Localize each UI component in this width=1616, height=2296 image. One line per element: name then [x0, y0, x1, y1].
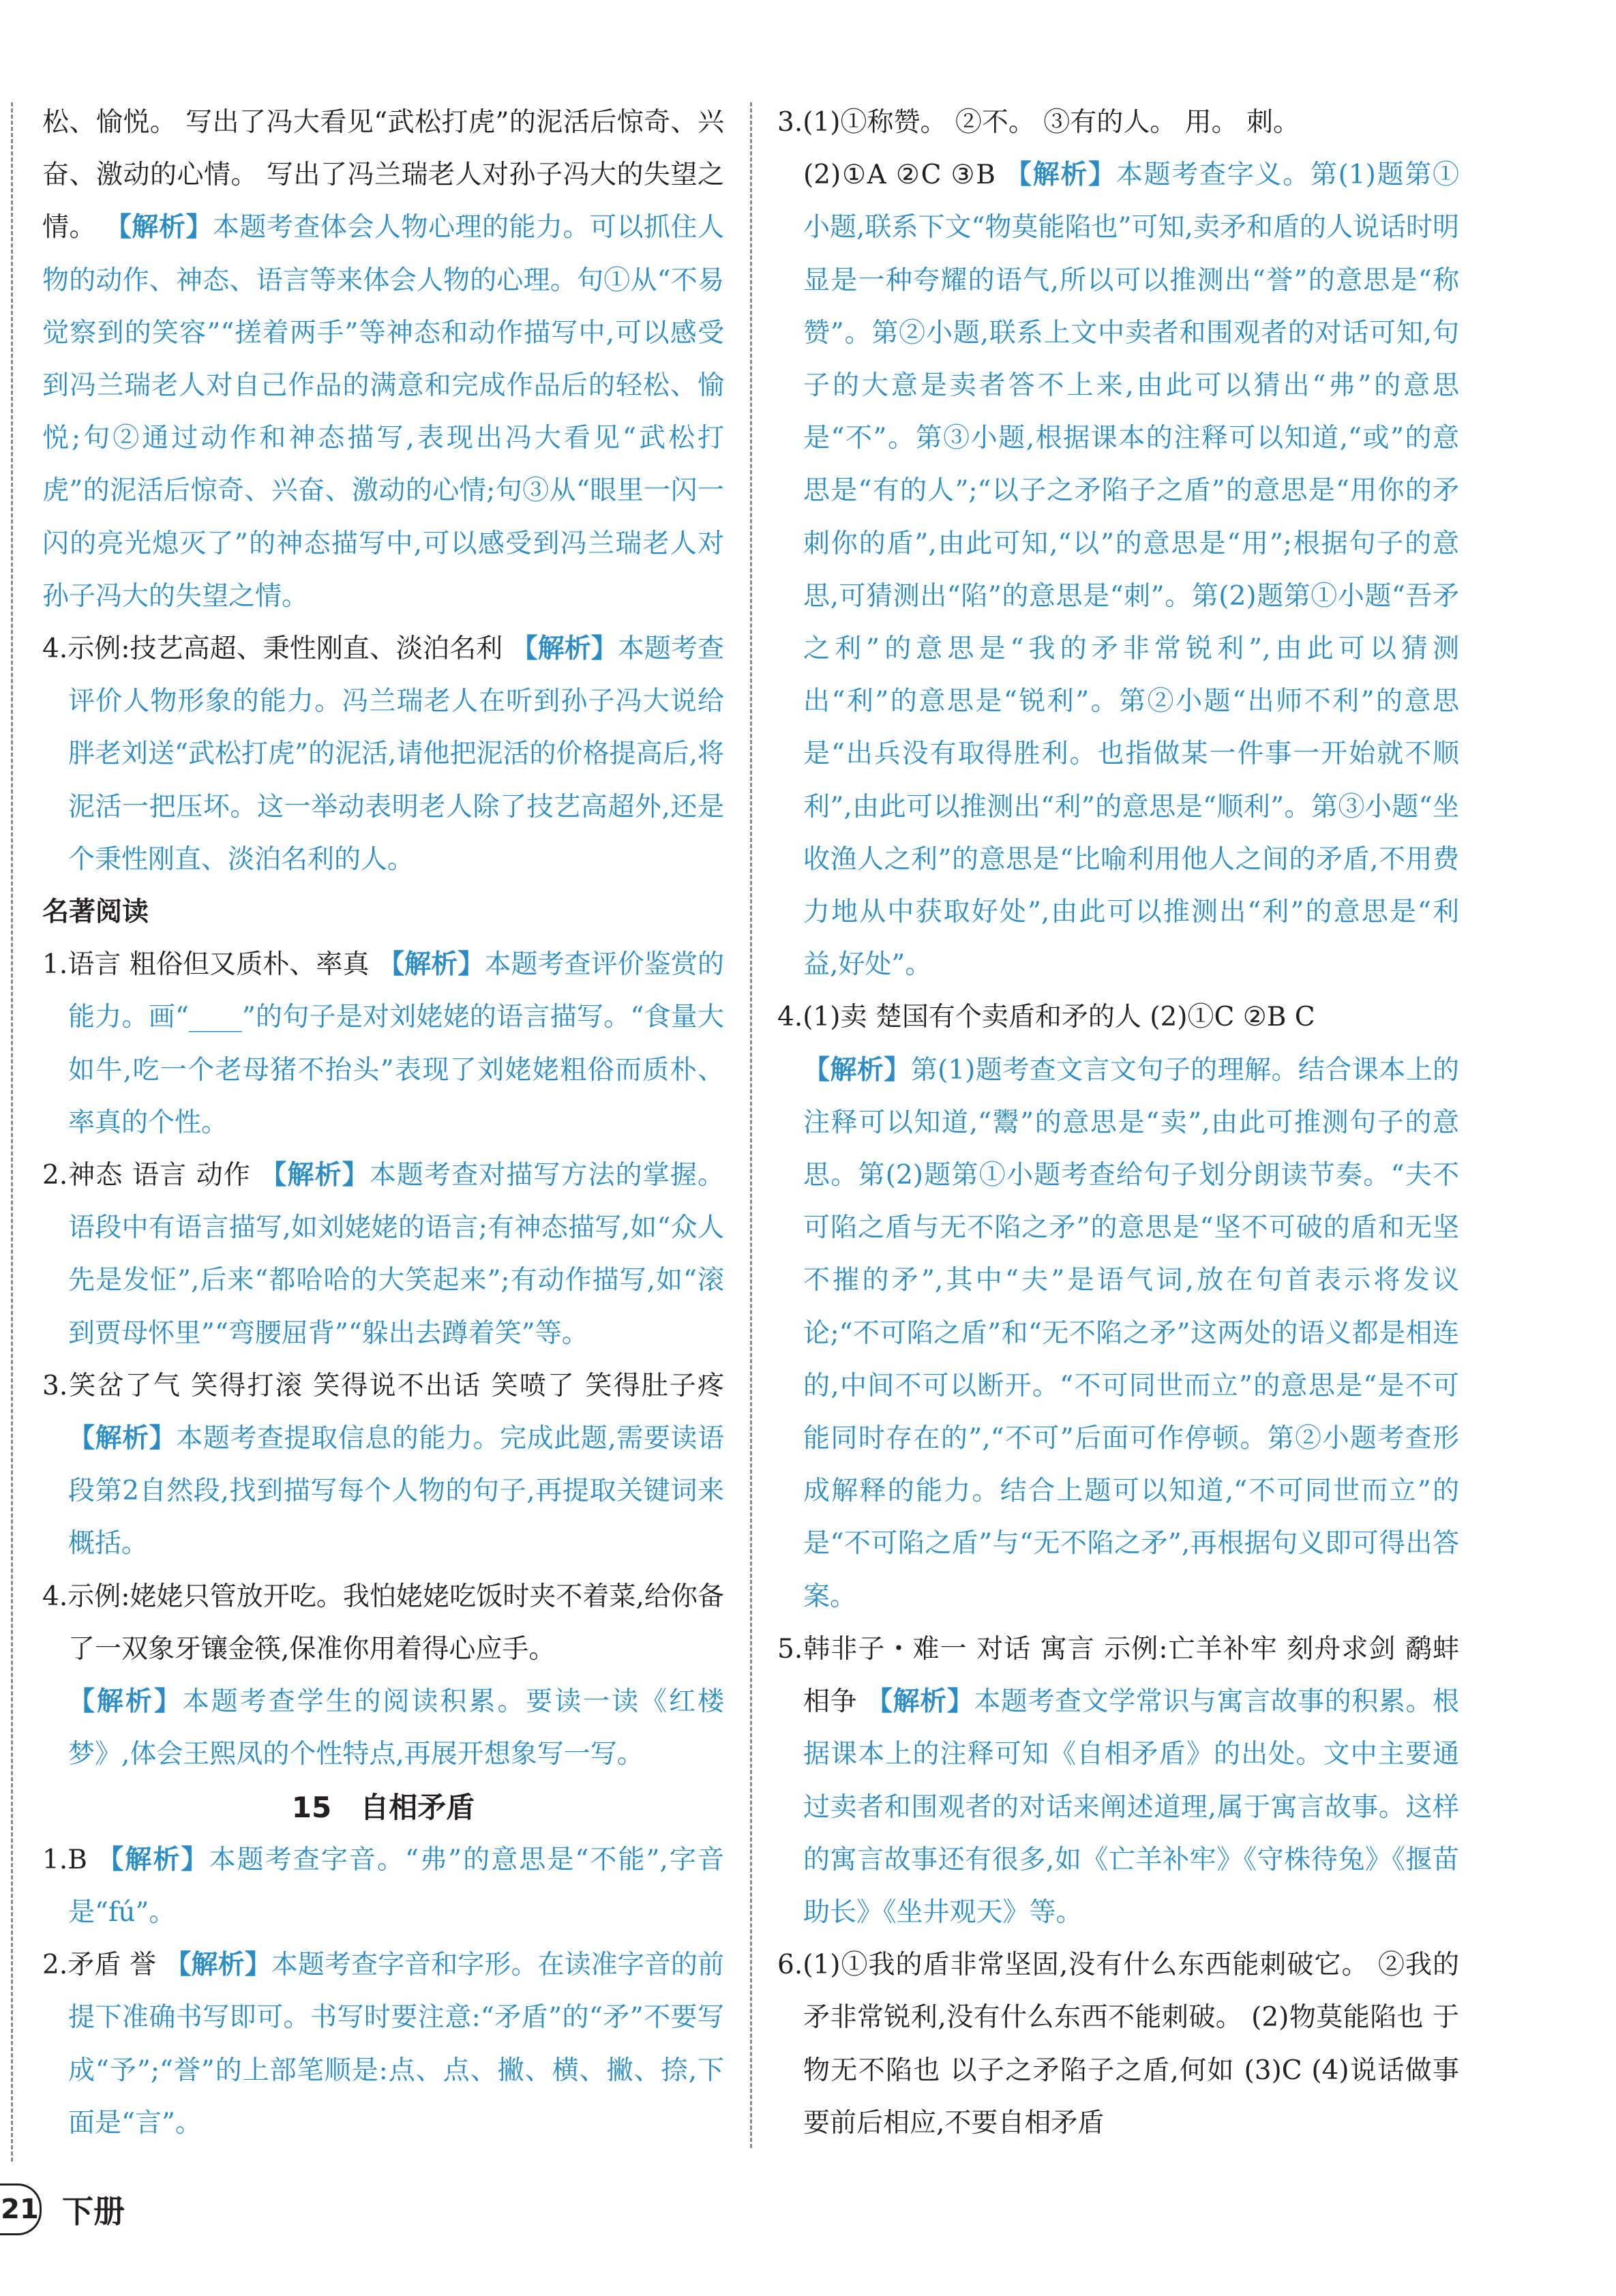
answer-item — [42, 1570, 724, 1675]
analysis-tag: 【解析】 — [68, 1686, 183, 1718]
analysis-tag: 【解析】 — [378, 949, 485, 981]
analysis-text: 本题考查体会人物心理的能力。可以抓住人物的动作、神态、语言等来体会人物的心理。句①从“不易觉察到的笑容”“搓着两手”等神态和动作描写中,可以感受到冯兰瑞老人对自己作品的满意和完成作品后的轻松、愉悦;句②通过动作和神态描写,表现出冯大看见“武松打虎”的泥活后惊奇、兴奋、激动的心情;句③从“眼里一闪一闪的亮光熄灭了”的神态描写中,可以感受到冯兰瑞老人对孙子冯大的失望之情。 — [42, 212, 724, 612]
answer-span: 5.韩非子・难一 对话 寓言 示例:亡羊补牢 刻舟求剑 鹬蚌相争 — [777, 1633, 1459, 1718]
left-column — [42, 96, 724, 2149]
answer-span: 松、愉悦。 写出了冯大看见“武松打虎”的泥活后惊奇、兴奋、激动的心情。 写出了冯兰瑞老人对孙子冯大的失望之情。 — [42, 107, 724, 243]
analysis-text: 本题考查对描写方法的掌握。语段中有语言描写,如刘姥姥的语言;有神态描写,如“众人先是发怔”,后来“都哈哈的大笑起来”;有动作描写,如“滚到贾母怀里”“弯腰屈背”“躲出去蹲着笑”等。 — [68, 1160, 724, 1349]
answer-span: 4.示例:技艺高超、秉性刚直、淡泊名利 — [42, 633, 511, 665]
answer-span: 3.(1)①称赞。 ②不。 ③有的人。 用。 刺。 — [777, 107, 1300, 138]
analysis-tag: 【解析】 — [803, 1054, 911, 1086]
answer-span: 1.语言 粗俗但又质朴、率真 — [42, 949, 378, 981]
analysis-text: 本题考查评价鉴赏的能力。画“____”的句子是对刘姥姥的语言描写。“食量大如牛,吃一个老母猪不抬头”表现了刘姥姥粗俗而质朴、率真的个性。 — [68, 949, 724, 1138]
answer-span: 6.(1)①我的盾非常坚固,没有什么东西能刺破它。 ②我的矛非常锐利,没有什么东西不能刺破。 (2)物莫能陷也 于物无不陷也 以子之矛陷子之盾,何如 (3)C (4)说话做事要前后相应,不要自相矛盾 — [777, 1950, 1459, 2138]
answer-item — [42, 1834, 724, 1939]
answer-item — [777, 1623, 1459, 1939]
analysis-text: 本题考查字音。“弗”的意思是“不能”,字音是“fú”。 — [68, 1844, 724, 1928]
answer-item — [42, 1360, 724, 1570]
answer-item — [777, 96, 1459, 149]
answer-span: 2.神态 语言 动作 — [42, 1160, 260, 1191]
answer-span: (2)①A ②C ③B — [803, 160, 1005, 191]
answer-span: 1.B — [42, 1844, 98, 1875]
answer-span: 3.笑岔了气 笑得打滚 笑得说不出话 笑喷了 笑得肚子疼 — [42, 1370, 724, 1401]
analysis-text: 本题考查学生的阅读积累。要读一读《红楼梦》,体会王熙凤的个性特点,再展开想象写一写。 — [68, 1686, 724, 1770]
right-column — [777, 96, 1459, 2149]
analysis-tag: 【解析】 — [104, 211, 213, 243]
answer-item — [42, 623, 724, 886]
analysis-text: 第(1)题考查文言文句子的理解。结合课本上的注释可以知道,“鬻”的意思是“卖”,由此可推测句子的意思。第(2)题第①小题考查给句子划分朗读节奏。“夫不可陷之盾与无不陷之矛”的意思是“坚不可破的盾和无坚不摧的矛”,其中“夫”是语气词,放在句首表示将发议论;“不可陷之盾”和“无不陷之矛”这两处的语义都是相连的,中间不可以断开。“不可同世而立”的意思是“是不可能同时存在的”,“不可”后面可作停顿。第②小题考查形成解释的能力。结合上题可以知道,“不可同世而立”的是“不可陷之盾”与“无不陷之矛”,再根据句义即可得出答案。 — [803, 1054, 1459, 1612]
volume-label: 下册 — [62, 2193, 125, 2230]
analysis-text: 本题考查提取信息的能力。完成此题,需要读语段第2自然段,找到描写每个人物的句子,再提取关键词来概括。 — [68, 1423, 724, 1560]
answer-item — [777, 991, 1459, 1043]
column-divider — [750, 102, 752, 2148]
answer-span: 4.(1)卖 楚国有个卖盾和矛的人 (2)①C ②B C — [777, 1002, 1315, 1033]
answer-item — [42, 1149, 724, 1360]
page-footer — [0, 2179, 125, 2240]
analysis-tag: 【解析】 — [511, 633, 618, 665]
binding-cut-line — [11, 102, 13, 2162]
analysis-text: 本题考查评价人物形象的能力。冯兰瑞老人在听到孙子冯大说给胖老刘送“武松打虎”的泥活,请他把泥活的价格提高后,将泥活一把压坏。这一举动表明老人除了技艺高超外,还是个秉性刚直、淡泊名利的人。 — [68, 633, 724, 875]
analysis-tag: 【解析】 — [260, 1159, 370, 1191]
answer-item — [42, 1939, 724, 2149]
answer-span: 15 自相矛盾 — [291, 1790, 475, 1824]
lesson-title — [42, 1781, 724, 1834]
analysis-text: 本题考查字义。第(1)题第①小题,联系下文“物莫能陷也”可知,卖矛和盾的人说话时明显是一种夸耀的语气,所以可以推测出“誉”的意思是“称赞”。第②小题,联系上文中卖者和围观者的对话可知,句子的大意是卖者答不上来,由此可以猜出“弗”的意思是“不”。第③小题,根据课本的注释可以知道,“或”的意思是“有的人”;“以子之矛陷子之盾”的意思是“用你的矛刺你的盾”,由此可知,“以”的意思是“用”;根据句子的意思,可猜测出“陷”的意思是“刺”。第(2)题第①小题“吾矛之利”的意思是“我的矛非常锐利”,由此可以猜测出“利”的意思是“锐利”。第②小题“出师不利”的意思是“出兵没有取得胜利。也指做某一件事一开始就不顺利”,由此可以推测出“利”的意思是“顺利”。第③小题“坐收渔人之利”的意思是“比喻利用他人之间的矛盾,不用费力地从中获取好处”,由此可以推测出“利”的意思是“利益,好处”。 — [803, 160, 1459, 981]
answer-item — [777, 1939, 1459, 2149]
answer-text — [42, 96, 724, 623]
section-heading — [42, 886, 724, 938]
analysis-tag: 【解析】 — [866, 1686, 974, 1718]
analysis-tag: 【解析】 — [164, 1949, 271, 1981]
answer-item — [42, 938, 724, 1149]
analysis-tag: 【解析】 — [1005, 159, 1116, 191]
page-number: 21 — [0, 2183, 42, 2235]
answer-span: 4.示例:姥姥只管放开吃。我怕姥姥吃饭时夹不着菜,给你备了一双象牙镶金筷,保准你用着得心应手。 — [42, 1581, 724, 1665]
answer-span: 2.矛盾 誉 — [42, 1950, 165, 1981]
answer-span: 名著阅读 — [42, 897, 149, 928]
analysis-tag: 【解析】 — [97, 1843, 209, 1875]
answer-continuation — [42, 1675, 724, 1780]
analysis-tag: 【解析】 — [68, 1422, 177, 1455]
answer-continuation — [777, 1044, 1459, 1623]
analysis-text: 本题考查文学常识与寓言故事的积累。根据课本上的注释可知《自相矛盾》的出处。文中主要通过卖者和围观者的对话来阐述道理,属于寓言故事。这样的寓言故事还有很多,如《亡羊补牢》《守株待兔》《揠苗助长》《坐井观天》等。 — [803, 1686, 1459, 1928]
answer-continuation — [777, 149, 1459, 991]
analysis-text: 本题考查字音和字形。在读准字音的前提下准确书写即可。书写时要注意:“矛盾”的“矛”不要写成“予”;“誉”的上部笔顺是:点、点、撇、横、撇、捺,下面是“言”。 — [68, 1950, 724, 2138]
